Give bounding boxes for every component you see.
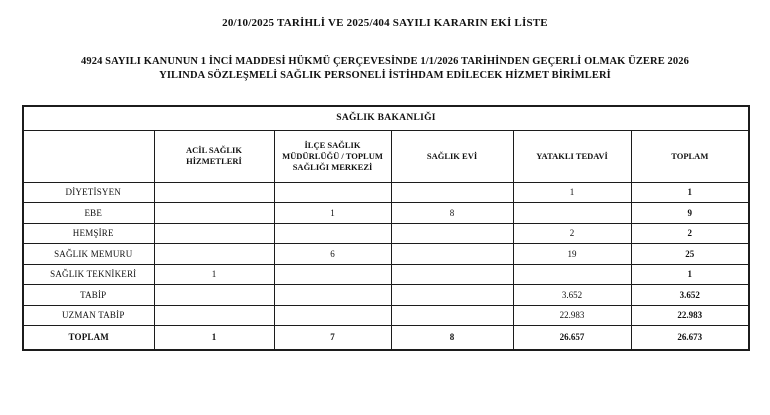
cell: 6 — [274, 244, 391, 265]
cell: 19 — [513, 244, 631, 265]
column-header-yatakli-tedavi: YATAKLI TEDAVİ — [513, 130, 631, 182]
cell-total: 3.652 — [631, 285, 749, 306]
personnel-table — [22, 105, 750, 351]
table-row-hemsire — [23, 223, 749, 244]
cell: 1 — [154, 264, 274, 285]
cell: 1 — [274, 203, 391, 224]
row-label: SAĞLIK MEMURU — [23, 244, 154, 265]
column-header-row — [23, 130, 749, 182]
row-label: DİYETİSYEN — [23, 182, 154, 203]
cell — [154, 223, 274, 244]
column-header-empty — [23, 130, 154, 182]
total-cell: 8 — [391, 326, 513, 350]
cell — [274, 285, 391, 306]
cell: 2 — [513, 223, 631, 244]
cell — [274, 264, 391, 285]
row-label: UZMAN TABİP — [23, 305, 154, 326]
cell-total: 22.983 — [631, 305, 749, 326]
table-row-tabip — [23, 285, 749, 306]
total-cell: 26.657 — [513, 326, 631, 350]
document-subtitle: 4924 SAYILI KANUNUN 1 İNCİ MADDESİ HÜKMÜ ÇERÇEVESİNDE 1/1/2026 TARİHİNDEN GEÇERLİ OLMAK ÜZERE 2026 YILINDA SÖZLEŞMELİ SAĞLIK PERSONELİ İSTİHDAM EDİLECEK HİZMET BİRİMLERİ — [81, 56, 689, 81]
cell: 8 — [391, 203, 513, 224]
ministry-header-row — [23, 106, 749, 130]
cell — [154, 305, 274, 326]
table-row-saglik-teknikeri — [23, 264, 749, 285]
cell — [391, 182, 513, 203]
row-label: TABİP — [23, 285, 154, 306]
cell — [274, 305, 391, 326]
column-header-ilce-saglik: İLÇE SAĞLIK MÜDÜRLÜĞÜ / TOPLUM SAĞLIĞI MERKEZİ — [274, 130, 391, 182]
row-label: EBE — [23, 203, 154, 224]
cell-total: 1 — [631, 264, 749, 285]
cell: 3.652 — [513, 285, 631, 306]
cell — [513, 203, 631, 224]
cell-total: 2 — [631, 223, 749, 244]
document-title: 20/10/2025 TARİHLİ VE 2025/404 SAYILI KARARIN EKİ LİSTE — [222, 17, 548, 29]
cell — [154, 244, 274, 265]
row-label: SAĞLIK TEKNİKERİ — [23, 264, 154, 285]
cell — [391, 264, 513, 285]
cell — [391, 244, 513, 265]
cell-total: 9 — [631, 203, 749, 224]
row-label: HEMŞİRE — [23, 223, 154, 244]
column-header-acil-saglik: ACİL SAĞLIK HİZMETLERİ — [154, 130, 274, 182]
total-cell: 7 — [274, 326, 391, 350]
cell: 1 — [513, 182, 631, 203]
cell — [391, 285, 513, 306]
cell — [274, 223, 391, 244]
cell: 22.983 — [513, 305, 631, 326]
total-row-label: TOPLAM — [23, 326, 154, 350]
table-row-ebe — [23, 203, 749, 224]
table-row-uzman-tabip — [23, 305, 749, 326]
table-row-saglik-memuru — [23, 244, 749, 265]
table-row-diyetisyen — [23, 182, 749, 203]
cell — [513, 264, 631, 285]
ministry-header: SAĞLIK BAKANLIĞI — [23, 106, 749, 130]
cell — [274, 182, 391, 203]
total-cell: 1 — [154, 326, 274, 350]
cell — [154, 285, 274, 306]
cell — [391, 305, 513, 326]
column-header-saglik-evi: SAĞLIK EVİ — [391, 130, 513, 182]
cell-total: 25 — [631, 244, 749, 265]
cell — [391, 223, 513, 244]
total-cell: 26.673 — [631, 326, 749, 350]
cell — [154, 182, 274, 203]
cell — [154, 203, 274, 224]
column-header-toplam: TOPLAM — [631, 130, 749, 182]
table-row-toplam — [23, 326, 749, 350]
cell-total: 1 — [631, 182, 749, 203]
